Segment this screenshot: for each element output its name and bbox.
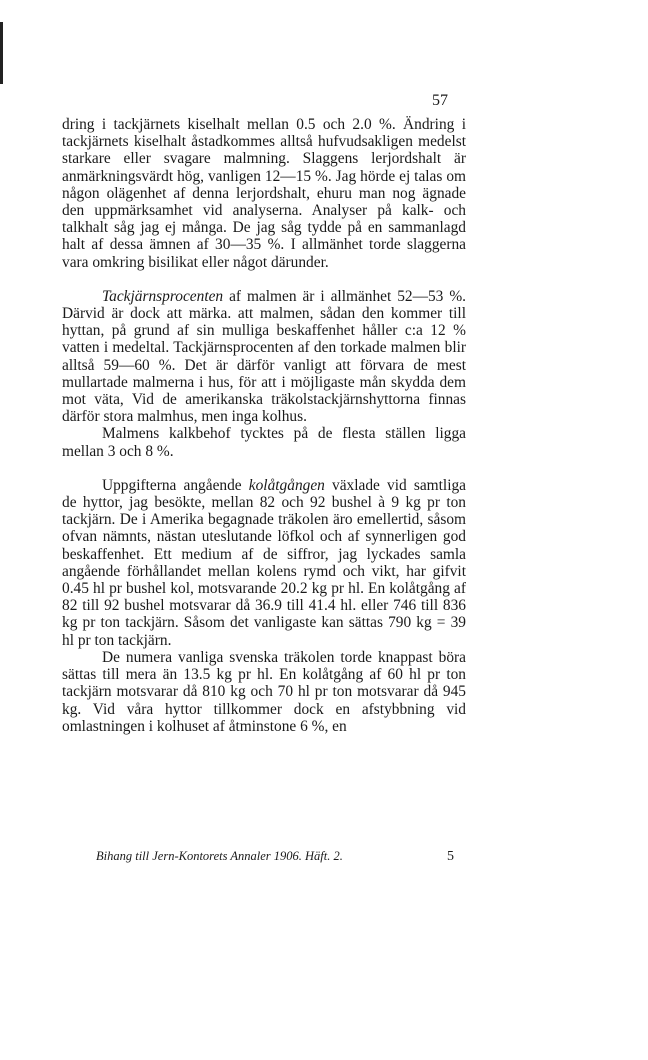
paragraph-charcoal-consumption	[62, 477, 466, 649]
paragraph-charcoal-text-after: växlade vid samtliga de hyttor, jag besökte, mellan 82 och 92 bushel à 9 kg pr ton tackjärn. De i Amerika begagnade träkolen äro emellertid, såsom ofvan nämnts, nästan uteslutande löfkol och af synnerligen god beskaffenhet. Ett medium af de siffror, jag lyckades samla angående förhållandet mellan kolens rymd och vikt, har gifvit 0.45 hl pr bushel kol, motsvarande 20.2 kg pr hl. En kolåtgång af 82 till 92 bushel motsvarar då 36.9 till 41.4 hl. eller 746 till 836 kg pr ton tackjärn. Såsom det vanligaste kan sättas 790 kg = 39 hl pr ton tackjärn.	[62, 476, 466, 649]
footer-citation: Bihang till Jern-Kontorets Annaler 1906. Häft. 2.	[96, 849, 343, 863]
paragraph-charcoal-text-before: Uppgifterna angående	[102, 476, 249, 494]
page-number: 57	[432, 92, 448, 109]
paragraph-swedish-charcoal: De numera vanliga svenska träkolen torde knappast böra sättas till mera än 13.5 kg pr hl. En kolåtgång af 60 hl pr ton tackjärn motsvarar då 810 kg och 70 hl pr ton motsvarar då 945 kg. Vid våra hyttor tillkommer dock en afstybbning vid omlastningen i kolhuset af åtminstone 6 %, en	[62, 648, 466, 735]
paragraph-lime-requirement: Malmens kalkbehof tycktes på de flesta ställen ligga mellan 3 och 8 %.	[62, 425, 466, 460]
paragraph-pig-iron-percentage	[62, 288, 466, 426]
page-edge-mark	[0, 22, 3, 84]
section-heading-tackjarnsprocenten: Tackjärnsprocenten	[102, 287, 224, 305]
body-text	[62, 116, 466, 735]
paragraph-pig-iron-percentage-text: af malmen är i allmänhet 52—53 %. Därvid är dock att märka. att malmen, sådan den kommer till hyttan, på grund af sin mulliga beskaffenhet håller c:a 12 % vatten i medeltal. Tackjärnsprocenten af den torkade malmen blir alltså 59—60 %. Det är därför vanligt att förvara de mest mullartade malmerna i hus, för att i möjligaste mån skydda dem mot väta, Vid de amerikanska träkolstackjärnshyttorna finnas därför stora malmhus, men inga kolhus.	[62, 287, 466, 426]
section-heading-kolatgangen: kolåtgången	[248, 476, 325, 494]
paragraph-slag-composition: dring i tackjärnets kiselhalt mellan 0.5 och 2.0 %. Ändring i tackjärnets kiselhalt åstadkommes alltså hufvudsakligen medelst starkare eller svagare malmning. Slaggens lerjordshalt är anmärkningsvärdt hög, vanligen 12—15 %. Jag hörde ej talas om någon olägenhet af denna lerjordshalt, ehuru man nog ägnade den uppmärksamhet vid analyserna. Analyser på kalk- och talkhalt såg jag ej många. De jag såg tydde på en sammanlagd halt af dessa ämnen af 30—35 %. I allmänhet torde slaggerna vara omkring bisilikat eller något därunder.	[62, 116, 466, 271]
page-footer	[96, 849, 466, 864]
footer-sheet-number: 5	[447, 849, 454, 864]
